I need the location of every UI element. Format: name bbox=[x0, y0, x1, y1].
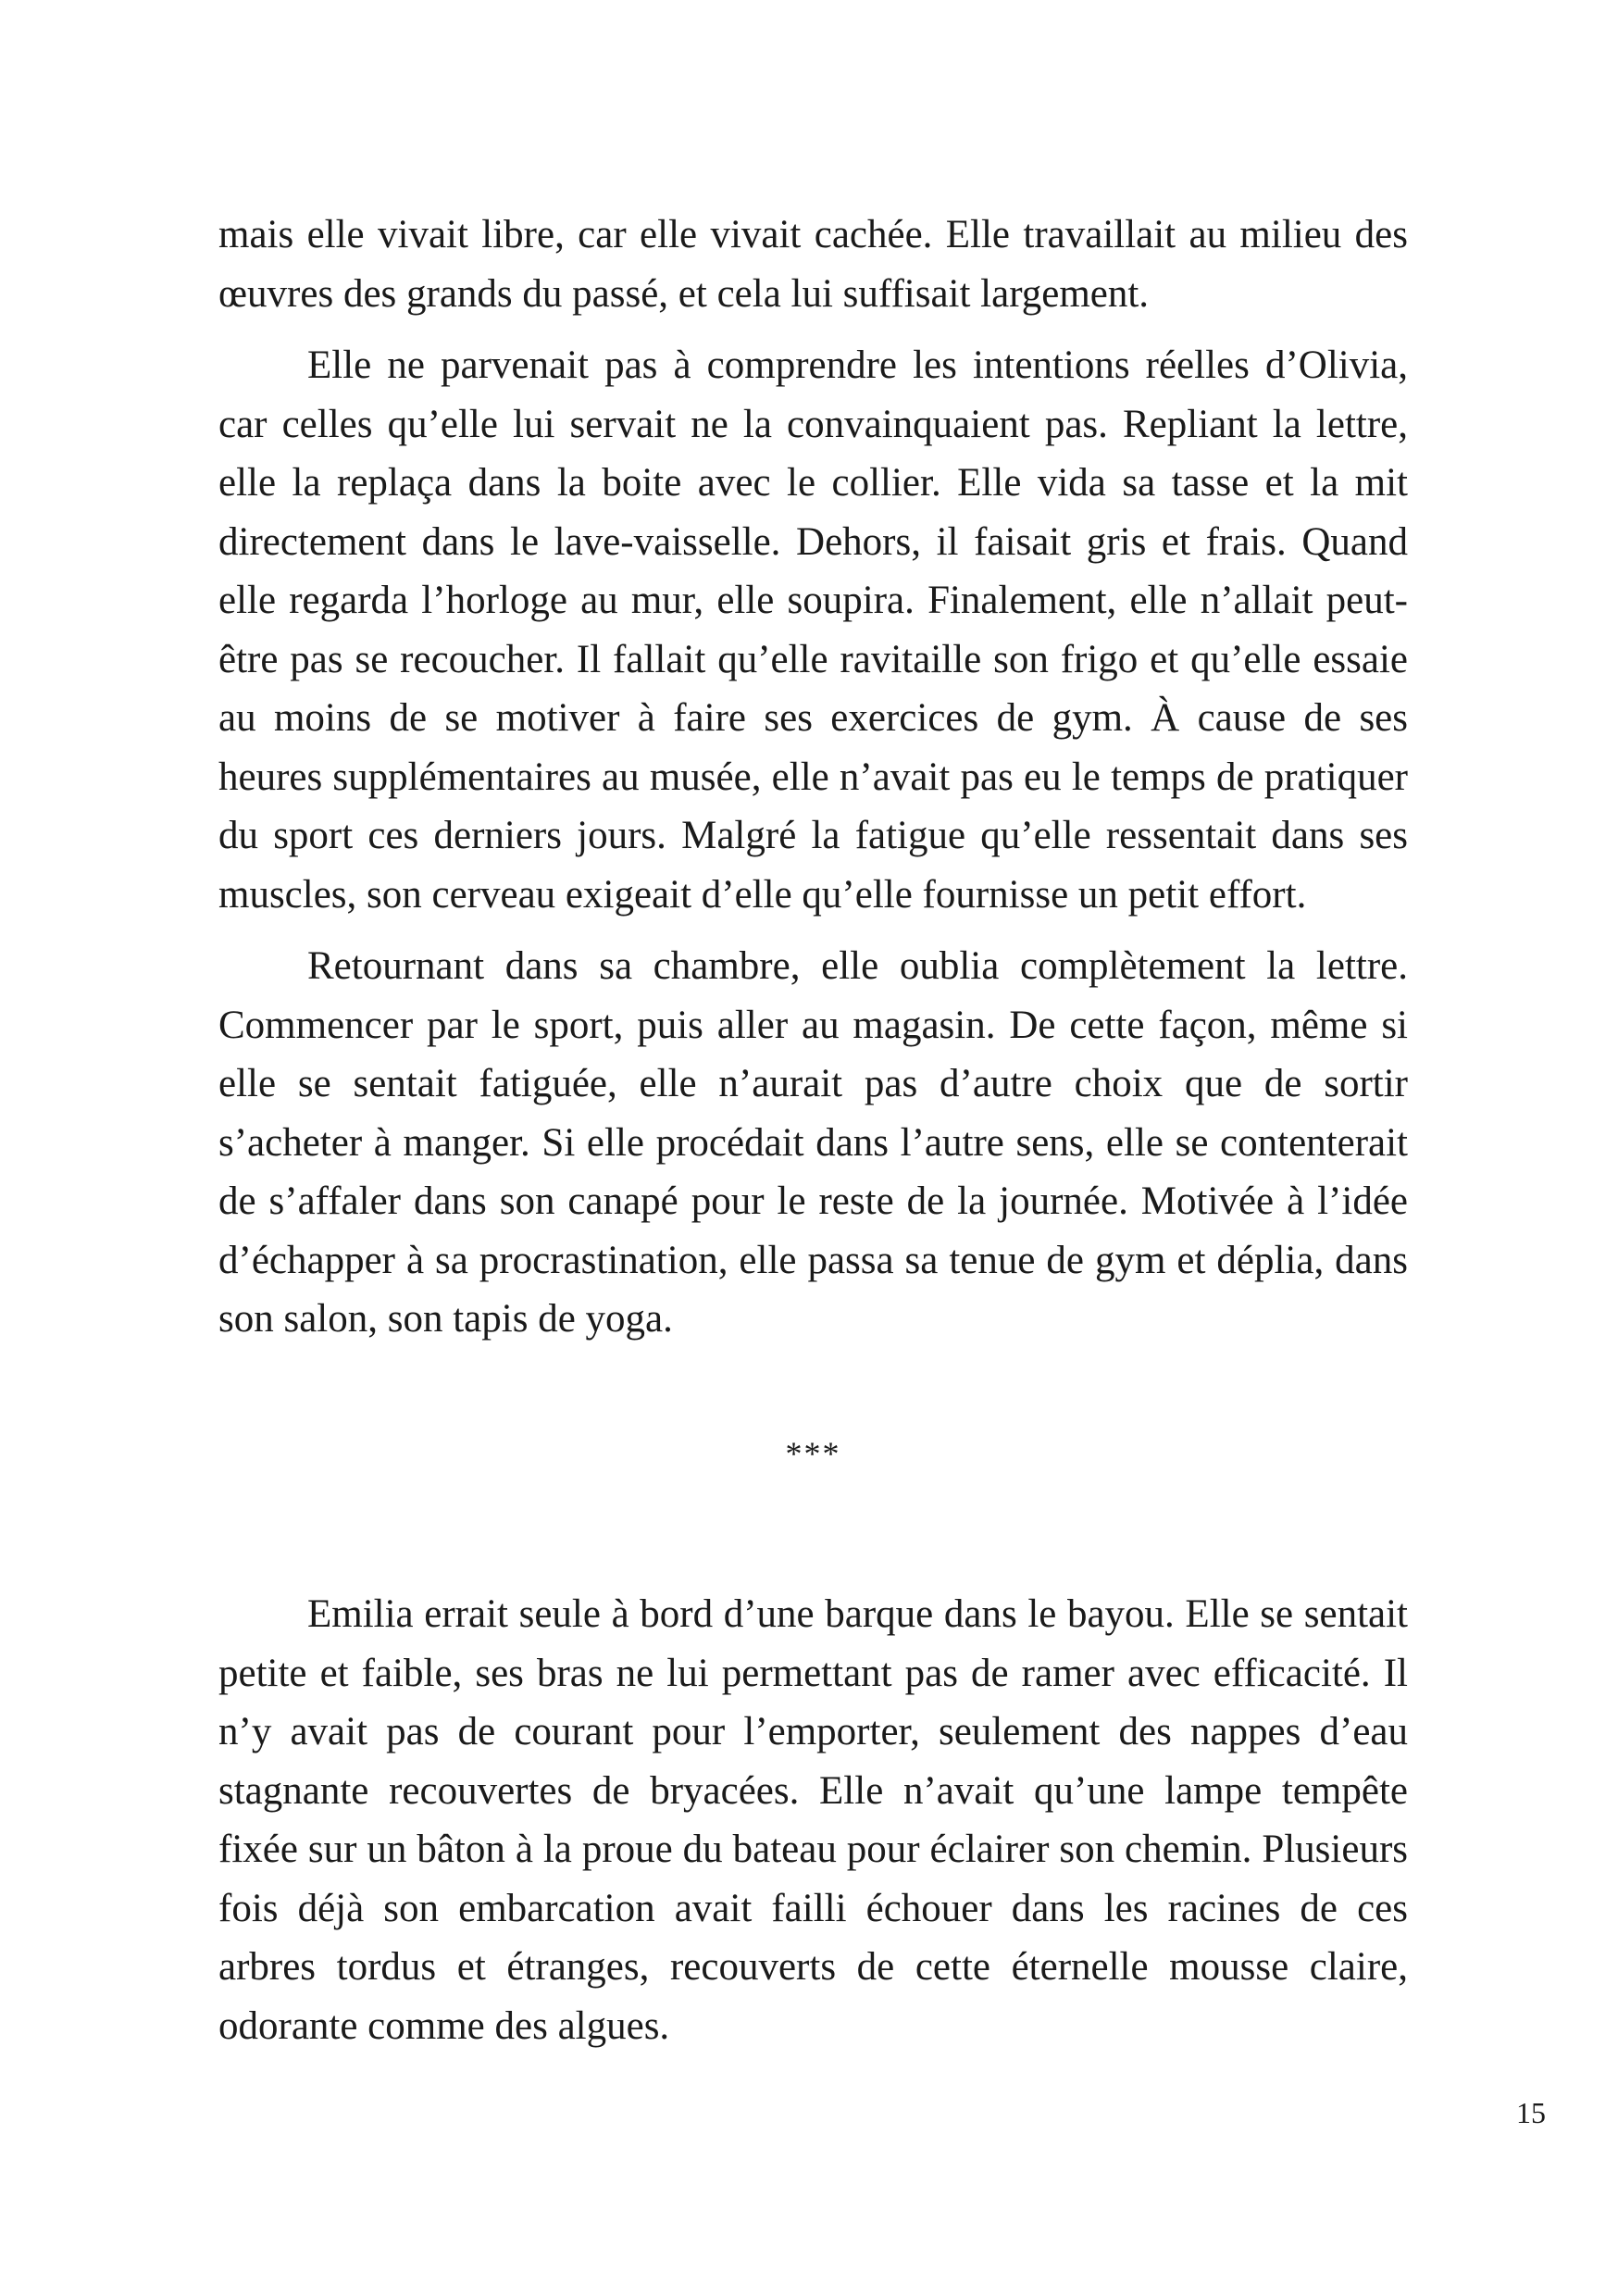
paragraph-bedroom: Retournant dans sa chambre, elle oublia complètement la lettre. Commencer par le sport, puis aller au magasin. De cette façon, même si elle se sentait fatiguée, elle n’aurait pas d’autre choix que de sortir s’acheter à manger. Si elle procédait dans l’autre sens, elle se contenterait de s’affaler dans son canapé pour le reste de la journée. Motivée à l’idée d’échapper à sa procrastination, elle passa sa tenue de gym et déplia, dans son salon, son tapis de yoga. bbox=[218, 944, 1408, 1341]
paragraph-olivia-letter: Elle ne parvenait pas à comprendre les intentions réelles d’Olivia, car celles qu’elle lui servait ne la convainquaient pas. Repliant la lettre, elle la replaça dans la boite avec le collier. Elle vida sa tasse et la mit directement dans le lave-vaisselle. Dehors, il faisait gris et frais. Quand elle regarda l’horloge au mur, elle soupira. Finalement, elle n’allait peut-être pas se recoucher. Il fallait qu’elle ravitaille son frigo et qu’elle essaie au moins de se motiver à faire ses exercices de gym. À cause de ses heures supplémentaires au musée, elle n’avait pas eu le temps de pratiquer du sport ces derniers jours. Malgré la fatigue qu’elle ressentait dans ses muscles, son cerveau exigeait d’elle qu’elle fournisse un petit effort. bbox=[218, 343, 1408, 917]
paragraph-gap bbox=[218, 924, 1408, 937]
page-body bbox=[218, 206, 1408, 2055]
paragraph-bayou: Emilia errait seule à bord d’une barque dans le bayou. Elle se sentait petite et faible, ses bras ne lui permettant pas de ramer avec efficacité. Il n’y avait pas de courant pour l’emporter, seulement des nappes d’eau stagnante recouvertes de bryacées. Elle n’avait qu’une lampe tempête fixée sur un bâton à la proue du bateau pour éclairer son chemin. Plusieurs fois déjà son embarcation avait failli échouer dans les racines de ces arbres tordus et étranges, recouverts de cette éternelle mousse claire, odorante comme des algues. bbox=[218, 1592, 1408, 2048]
paragraph-gap bbox=[218, 323, 1408, 336]
paragraph-continuation: mais elle vivait libre, car elle vivait cachée. Elle travaillait au milieu des œuvres des grands du passé, et cela lui suffisait largement. bbox=[218, 213, 1408, 316]
section-break: *** bbox=[785, 1434, 841, 1472]
page-number: 15 bbox=[1516, 2096, 1546, 2129]
